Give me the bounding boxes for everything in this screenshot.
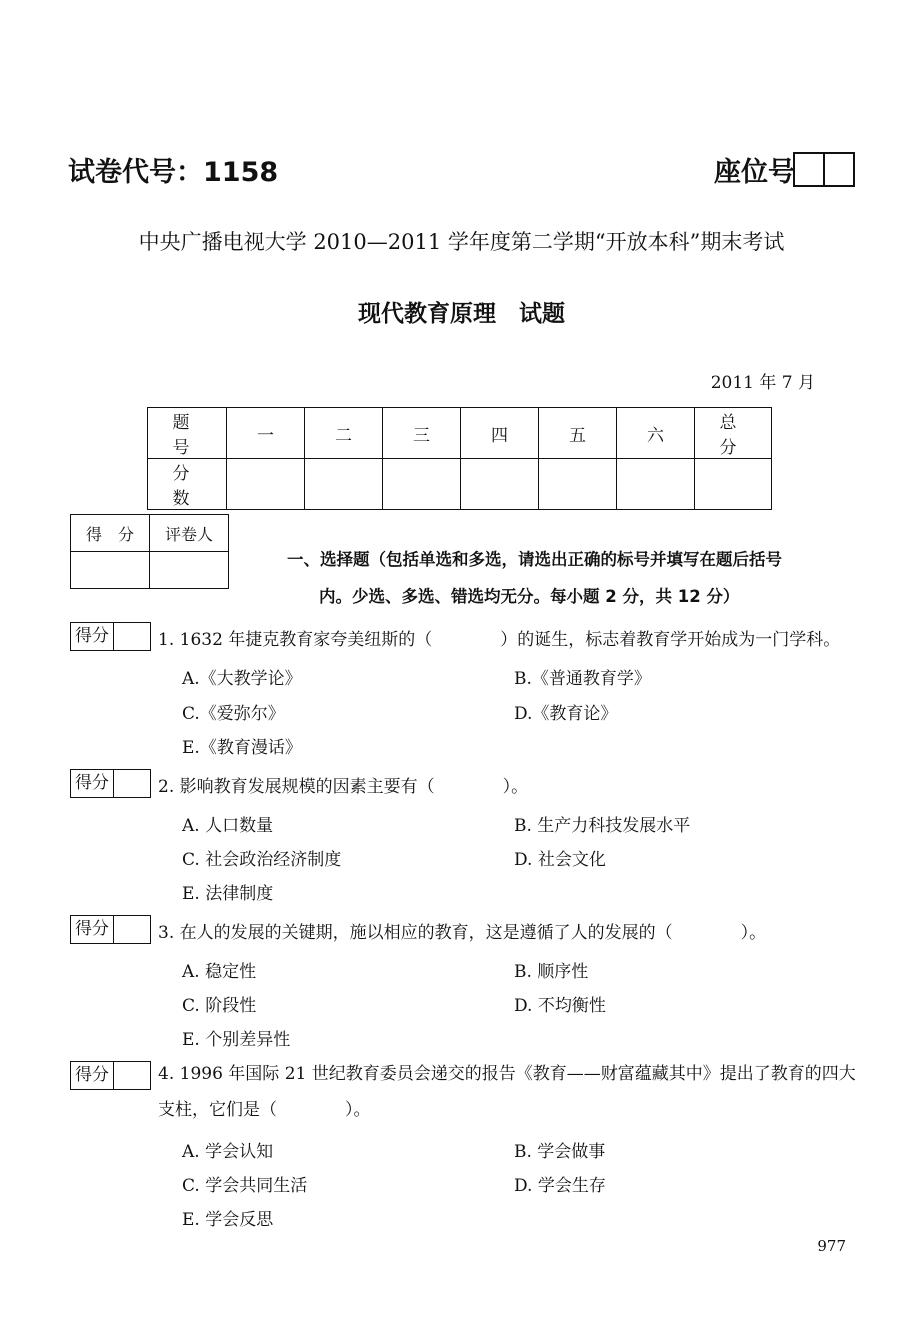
question-3-text: 3. 在人的发展的关键期，施以相应的教育，这是遵循了人的发展的（ ）。 — [158, 923, 767, 943]
score-box-blank[interactable] — [113, 769, 151, 798]
question-1-option-a: A.《大教学论》 — [182, 669, 302, 689]
score-cell[interactable] — [617, 459, 695, 510]
score-cell[interactable] — [461, 459, 539, 510]
score-table-score-row — [148, 459, 772, 510]
question-2-option-a: A. 人口数量 — [182, 816, 274, 836]
exam-date: 2011 年 7 月 — [710, 373, 815, 393]
score-box-label: 得分 — [70, 1061, 114, 1090]
question-4-option-d: D. 学会生存 — [514, 1176, 606, 1196]
question-3-option-c: C. 阶段性 — [182, 996, 257, 1016]
score-box-label: 得分 — [70, 769, 114, 798]
seat-number — [714, 150, 855, 189]
question-2-option-b: B. 生产力科技发展水平 — [514, 816, 691, 836]
question-score-box — [70, 915, 151, 944]
seat-box-1[interactable] — [793, 152, 825, 187]
grader-cell[interactable] — [150, 552, 229, 589]
score-table-header: 四 — [461, 408, 539, 459]
score-table-header: 一 — [227, 408, 305, 459]
question-score-box — [70, 622, 151, 651]
score-cell[interactable] — [383, 459, 461, 510]
score-box-blank[interactable] — [113, 915, 151, 944]
score-cell[interactable] — [695, 459, 772, 510]
section-heading — [287, 541, 867, 615]
grader-score-cell[interactable] — [71, 552, 150, 589]
page-number: 977 — [817, 1237, 846, 1255]
question-1-option-e: E.《教育漫话》 — [182, 738, 302, 758]
score-cell[interactable] — [539, 459, 617, 510]
section-heading-line-1: 一、选择题（包括单选和多选，请选出正确的标号并填写在题后括号 — [287, 550, 782, 569]
score-box-label: 得分 — [70, 915, 114, 944]
score-box-label: 得分 — [70, 622, 114, 651]
exam-line: 中央广播电视大学 2010—2011 学年度第二学期“开放本科”期末考试 — [138, 230, 785, 254]
score-table-header-row — [148, 408, 772, 459]
question-1-option-d: D.《教育论》 — [514, 704, 618, 724]
score-table-header: 总 分 — [695, 408, 772, 459]
score-table — [147, 407, 772, 510]
question-score-box — [70, 769, 151, 798]
question-3-option-b: B. 顺序性 — [514, 962, 589, 982]
question-1-text: 1. 1632 年捷克教育家夸美纽斯的（ ）的诞生，标志着教育学开始成为一门学科。 — [158, 630, 841, 650]
paper-code: 试卷代号：1158 — [68, 157, 279, 188]
question-2-option-e: E. 法律制度 — [182, 884, 274, 904]
question-3-option-d: D. 不均衡性 — [514, 996, 606, 1016]
score-table-header: 二 — [305, 408, 383, 459]
question-2-option-c: C. 社会政治经济制度 — [182, 850, 342, 870]
grader-label: 评卷人 — [150, 515, 229, 552]
page-title: 现代教育原理 试题 — [358, 301, 565, 327]
section-heading-line-2: 内。少选、多选、错选均无分。每小题 2 分，共 12 分） — [319, 587, 740, 606]
question-4-option-a: A. 学会认知 — [182, 1142, 274, 1162]
score-box-blank[interactable] — [113, 1061, 151, 1090]
grader-score-label: 得 分 — [71, 515, 150, 552]
seat-label: 座位号 — [714, 157, 795, 188]
question-4-option-c: C. 学会共同生活 — [182, 1176, 308, 1196]
question-4-text: 4. 1996 年国际 21 世纪教育委员会递交的报告《教育——财富蕴藏其中》提出了教育的四大支柱，它们是（ ）。 — [158, 1064, 856, 1120]
seat-box-2[interactable] — [823, 152, 855, 187]
score-table-header: 五 — [539, 408, 617, 459]
question-2-text: 2. 影响教育发展规模的因素主要有（ ）。 — [158, 777, 529, 797]
question-1-option-c: C.《爱弥尔》 — [182, 704, 285, 724]
question-4-option-b: B. 学会做事 — [514, 1142, 606, 1162]
question-3-option-a: A. 稳定性 — [182, 962, 257, 982]
question-2-option-d: D. 社会文化 — [514, 850, 606, 870]
score-row-label: 分 数 — [148, 459, 227, 510]
score-table-header: 三 — [383, 408, 461, 459]
grader-table — [70, 514, 229, 589]
question-3-option-e: E. 个别差异性 — [182, 1030, 291, 1050]
score-table-header: 六 — [617, 408, 695, 459]
score-box-blank[interactable] — [113, 622, 151, 651]
question-1-option-b: B.《普通教育学》 — [514, 669, 651, 689]
question-score-box — [70, 1061, 151, 1090]
question-4-option-e: E. 学会反思 — [182, 1210, 274, 1230]
score-cell[interactable] — [227, 459, 305, 510]
score-table-header: 题 号 — [148, 408, 227, 459]
score-cell[interactable] — [305, 459, 383, 510]
